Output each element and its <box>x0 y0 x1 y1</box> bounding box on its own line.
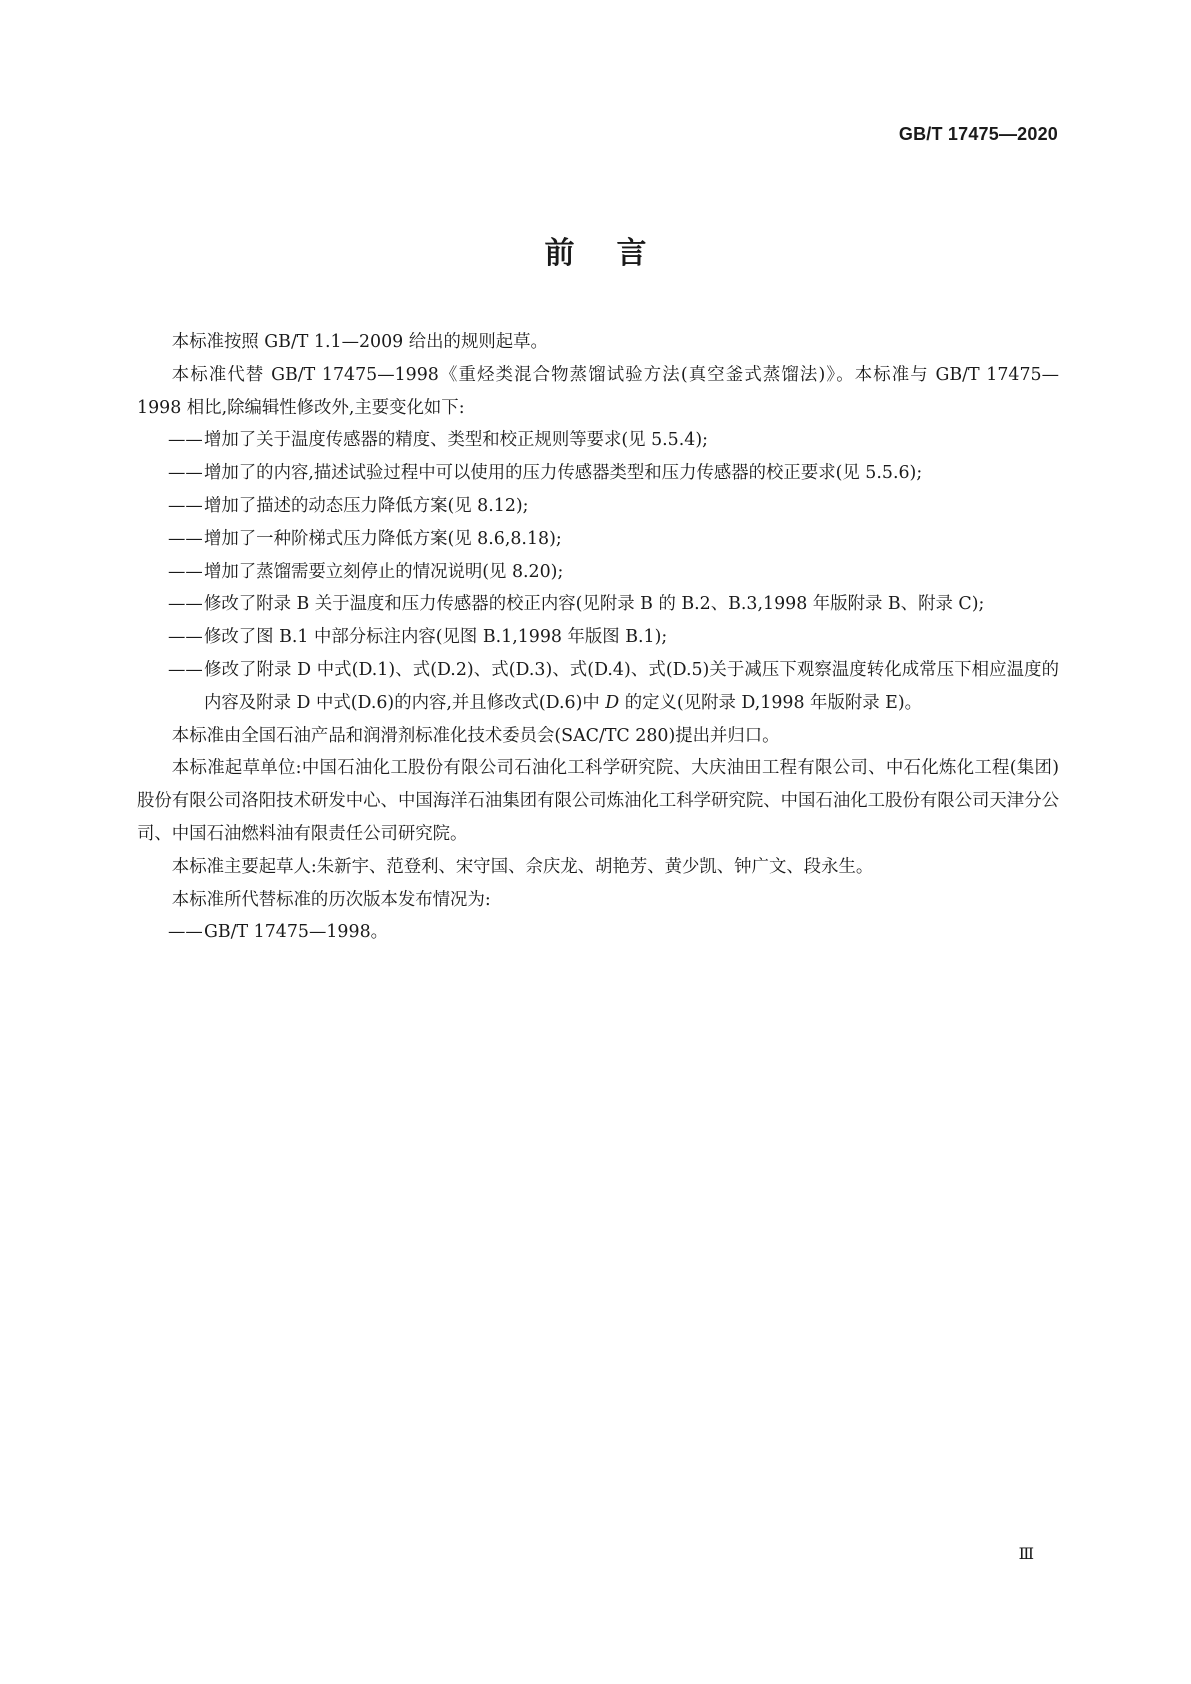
list-item <box>137 457 1059 490</box>
dash-marker: —— <box>168 594 203 615</box>
drafters-paragraph: 本标准主要起草人:朱新宇、范登利、宋守国、佘庆龙、胡艳芳、黄少凯、钟广文、段永生。 <box>171 856 874 877</box>
list-item-text: GB/T 17475—1998。 <box>204 922 389 943</box>
list-item <box>137 621 1059 654</box>
dash-marker: —— <box>168 430 203 451</box>
replacement-paragraph: 本标准代替 GB/T 17475—1998《重烃类混合物蒸馏试验方法(真空釜式蒸馏法)》。本标准与 GB/T 17475—1998 相比,除编辑性修改外,主要变化如下: <box>137 364 1059 418</box>
history-list <box>137 916 1059 949</box>
list-item <box>137 523 1059 556</box>
list-item-text: 修改了附录 D 中式(D.1)、式(D.2)、式(D.3)、式(D.4)、式(D.5)关于减压下观察温度转化成常压下相应温度的内容及附录 D 中式(D.6)的内容,并且修改式(D.6)中 <box>204 659 1059 713</box>
dash-marker: —— <box>168 561 203 582</box>
page-title: 前言 <box>544 236 689 271</box>
dash-marker: —— <box>168 922 203 943</box>
dash-marker: —— <box>168 627 203 648</box>
list-item-text-tail: 的定义(见附录 D,1998 年版附录 E)。 <box>619 692 923 713</box>
document-body <box>137 326 1059 949</box>
list-item-text: 修改了图 B.1 中部分标注内容(见图 B.1,1998 年版图 B.1); <box>204 627 668 648</box>
list-item-text: 增加了一种阶梯式压力降低方案(见 8.6,8.18); <box>204 528 562 549</box>
dash-marker: —— <box>168 495 203 516</box>
list-item <box>137 556 1059 589</box>
variable-d: D <box>605 692 620 713</box>
list-item-text: 修改了附录 B 关于温度和压力传感器的校正内容(见附录 B 的 B.2、B.3,1998 年版附录 B、附录 C); <box>204 594 985 615</box>
dash-marker: —— <box>168 528 203 549</box>
list-item-text: 增加了关于温度传感器的精度、类型和校正规则等要求(见 5.5.4); <box>204 430 708 451</box>
list-item <box>137 424 1059 457</box>
page-number: Ⅲ <box>1018 1544 1034 1563</box>
dash-marker: —— <box>168 463 203 484</box>
list-item <box>137 490 1059 523</box>
drafting-units-paragraph: 本标准起草单位:中国石油化工股份有限公司石油化工科学研究院、大庆油田工程有限公司、中石化炼化工程(集团)股份有限公司洛阳技术研发中心、中国海洋石油集团有限公司炼油化工科学研究院、中国石油化工股份有限公司天津分公司、中国石油燃料油有限责任公司研究院。 <box>137 758 1059 844</box>
committee-paragraph: 本标准由全国石油产品和润滑剂标准化技术委员会(SAC/TC 280)提出并归口。 <box>171 725 780 746</box>
list-item-text: 增加了描述的动态压力降低方案(见 8.12); <box>204 495 529 516</box>
changes-list <box>137 424 1059 719</box>
list-item <box>137 588 1059 621</box>
standard-number: GB/T 17475—2020 <box>898 124 1058 144</box>
list-item-text: 增加了的内容,描述试验过程中可以使用的压力传感器类型和压力传感器的校正要求(见 5.5.6); <box>204 463 923 484</box>
list-item-text: 增加了蒸馏需要立刻停止的情况说明(见 8.20); <box>204 561 564 582</box>
dash-marker: —— <box>168 659 203 680</box>
list-item <box>137 654 1059 720</box>
list-item <box>137 916 1059 949</box>
history-paragraph: 本标准所代替标准的历次版本发布情况为: <box>171 889 491 910</box>
drafting-rule-paragraph: 本标准按照 GB/T 1.1—2009 给出的规则起草。 <box>171 332 548 352</box>
